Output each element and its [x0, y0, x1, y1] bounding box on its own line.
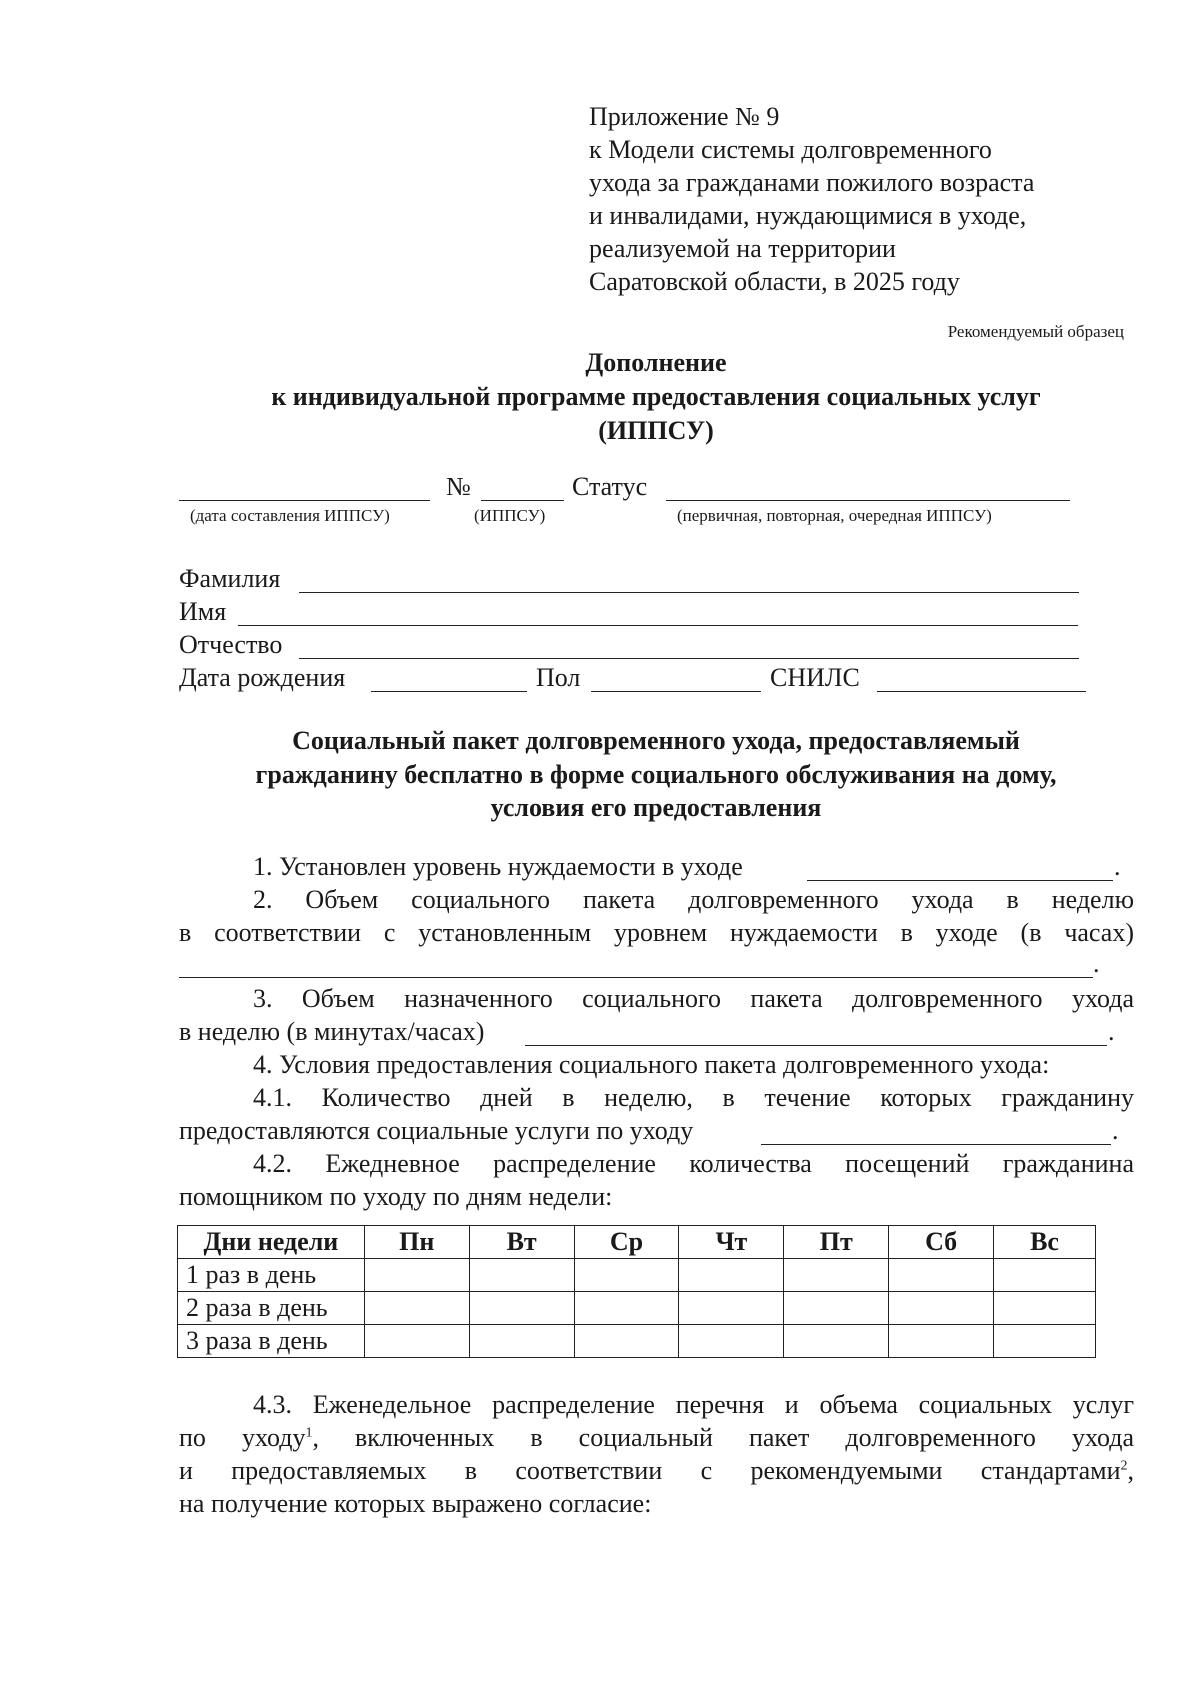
table-row-label: 1 раз в день — [178, 1259, 365, 1292]
ippsu-date-field[interactable] — [179, 500, 430, 501]
table-cell[interactable] — [889, 1325, 994, 1358]
birthdate-label: Дата рождения — [179, 663, 346, 692]
section-heading-line-2: гражданину бесплатно в форме социального обслуживания на дому, — [255, 760, 1057, 789]
date-caption: (дата составления ИППСУ) — [190, 506, 390, 525]
item-2-period: . — [1093, 949, 1100, 978]
status-label: Статус — [572, 472, 648, 501]
item-4-3-text: и предоставляемых в соответствии с рекомендуемыми стандартами — [179, 1456, 1121, 1485]
ippsu-status-field[interactable] — [666, 500, 1070, 501]
item-4-3-line-1: 4.3. Еженедельное распределение перечня и объема социальных услуг — [253, 1390, 1134, 1419]
days-per-week-field[interactable] — [761, 1144, 1111, 1145]
item-4-3-line-3 — [179, 1456, 1134, 1486]
table-cell[interactable] — [364, 1325, 469, 1358]
item-4-2-line-1: 4.2. Ежедневное распределение количества посещений гражданина — [253, 1149, 1134, 1178]
appendix-header-line: ухода за гражданами пожилого возраста — [589, 168, 1035, 197]
table-header-cell: Дни недели — [178, 1226, 365, 1259]
table-cell[interactable] — [994, 1259, 1096, 1292]
table-header-cell: Ср — [574, 1226, 679, 1259]
item-4-3-text: , — [1127, 1456, 1134, 1485]
item-4-1-line-2: предоставляются социальные услуги по уходу — [179, 1116, 694, 1145]
table-cell[interactable] — [364, 1259, 469, 1292]
item-3-line-2: в неделю (в минутах/часах) — [179, 1017, 485, 1046]
appendix-header-line: и инвалидами, нуждающимися в уходе, — [589, 201, 1027, 230]
section-heading-line-3: условия его предоставления — [490, 793, 822, 822]
item-3-period: . — [1108, 1017, 1115, 1046]
table-cell[interactable] — [679, 1292, 784, 1325]
table-row — [178, 1259, 1096, 1292]
table-cell[interactable] — [469, 1292, 574, 1325]
surname-label: Фамилия — [179, 564, 281, 593]
number-caption: (ИППСУ) — [474, 506, 546, 525]
snils-field[interactable] — [877, 691, 1086, 692]
item-4-1-line-1: 4.1. Количество дней в неделю, в течение которых гражданину — [253, 1083, 1134, 1112]
appendix-header-line: Саратовской области, в 2025 году — [589, 267, 960, 296]
sex-label: Пол — [536, 663, 581, 692]
appendix-header-line: реализуемой на территории — [589, 234, 896, 263]
table-cell[interactable] — [784, 1259, 889, 1292]
table-cell[interactable] — [889, 1259, 994, 1292]
appendix-header-line: к Модели системы долговременного — [589, 135, 992, 164]
table-row-label: 3 раза в день — [178, 1325, 365, 1358]
table-cell[interactable] — [889, 1292, 994, 1325]
title-line-1: Дополнение — [585, 348, 727, 377]
item-4-3-text: по уходу — [179, 1423, 306, 1452]
table-cell[interactable] — [574, 1325, 679, 1358]
table-header-row — [178, 1226, 1096, 1259]
table-cell[interactable] — [574, 1259, 679, 1292]
status-caption: (первичная, повторная, очередная ИППСУ) — [677, 506, 992, 525]
table-header-cell: Чт — [679, 1226, 784, 1259]
table-header-cell: Вс — [994, 1226, 1096, 1259]
table-cell[interactable] — [364, 1292, 469, 1325]
item-1-period: . — [1114, 852, 1121, 881]
footnote-2-marker: 2 — [1120, 1458, 1128, 1474]
item-4-2-line-2: помощником по уходу по дням недели: — [179, 1182, 613, 1211]
weekly-package-hours-field[interactable] — [179, 977, 1093, 978]
table-cell[interactable] — [469, 1325, 574, 1358]
table-row-label: 2 раза в день — [178, 1292, 365, 1325]
patronymic-label: Отчество — [179, 630, 283, 659]
birthdate-field[interactable] — [371, 691, 527, 692]
table-cell[interactable] — [784, 1292, 889, 1325]
table-cell[interactable] — [574, 1292, 679, 1325]
surname-field[interactable] — [299, 592, 1079, 593]
item-4-1-period: . — [1112, 1116, 1119, 1145]
table-header-cell: Вт — [469, 1226, 574, 1259]
table-header-cell: Сб — [889, 1226, 994, 1259]
sex-field[interactable] — [591, 691, 761, 692]
title-line-3: (ИППСУ) — [598, 416, 714, 445]
table-cell[interactable] — [679, 1259, 784, 1292]
item-4-3-text: , включенных в социальный пакет долговременного ухода — [312, 1423, 1134, 1452]
table-cell[interactable] — [469, 1259, 574, 1292]
care-need-level-field[interactable] — [807, 880, 1113, 881]
table-row — [178, 1292, 1096, 1325]
footnote-1-marker: 1 — [305, 1425, 313, 1441]
item-2-line-1: 2. Объем социального пакета долговременного ухода в неделю — [253, 885, 1134, 914]
number-sign: № — [446, 472, 471, 501]
assigned-package-volume-field[interactable] — [525, 1045, 1107, 1046]
name-label: Имя — [179, 597, 227, 626]
recommended-sample-label: Рекомендуемый образец — [947, 322, 1124, 341]
appendix-header-line: Приложение № 9 — [589, 102, 780, 131]
item-4-3-line-2 — [179, 1423, 1134, 1453]
table-row — [178, 1325, 1096, 1358]
table-cell[interactable] — [784, 1325, 889, 1358]
table-cell[interactable] — [994, 1325, 1096, 1358]
table-header-cell: Пт — [784, 1226, 889, 1259]
item-3-line-1: 3. Объем назначенного социального пакета долговременного ухода — [253, 984, 1134, 1013]
table-cell[interactable] — [994, 1292, 1096, 1325]
table-header-cell: Пн — [364, 1226, 469, 1259]
title-line-2: к индивидуальной программе предоставления социальных услуг — [271, 382, 1041, 411]
table-cell[interactable] — [679, 1325, 784, 1358]
item-4-text: 4. Условия предоставления социального пакета долговременного ухода: — [253, 1050, 1050, 1079]
item-4-3-line-4: на получение которых выражено согласие: — [179, 1489, 652, 1518]
name-field[interactable] — [238, 625, 1078, 626]
appendix-header — [589, 100, 1034, 298]
item-1-text: 1. Установлен уровень нуждаемости в уходе — [253, 852, 743, 881]
snils-label: СНИЛС — [770, 663, 860, 692]
section-heading-line-1: Социальный пакет долговременного ухода, предоставляемый — [292, 726, 1020, 755]
item-2-line-2: в соответствии с установленным уровнем нуждаемости в уходе (в часах) — [179, 918, 1134, 947]
patronymic-field[interactable] — [299, 658, 1079, 659]
visits-distribution-table — [177, 1225, 1096, 1358]
ippsu-number-field[interactable] — [481, 500, 564, 501]
